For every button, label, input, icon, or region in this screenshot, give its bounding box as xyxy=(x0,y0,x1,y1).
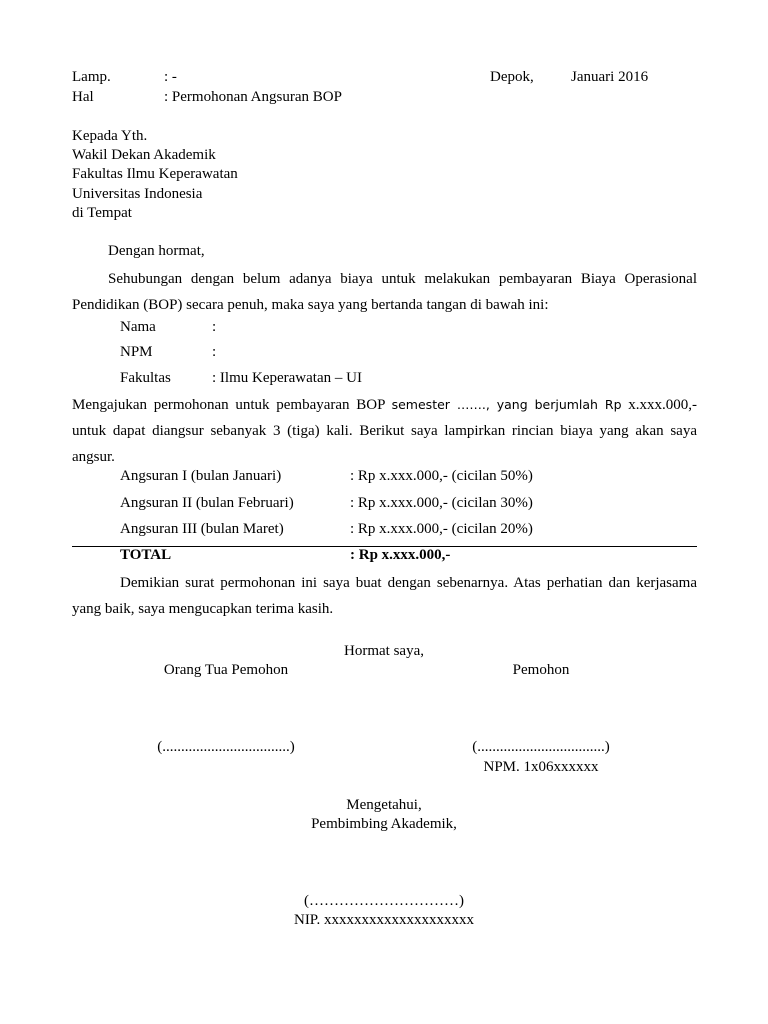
parent-signature-label: Orang Tua Pemohon xyxy=(163,662,289,678)
lamp-value: : - xyxy=(164,69,177,85)
acknowledgement: Mengetahui, xyxy=(346,797,422,813)
recipient-line-1: Kepada Yth. xyxy=(72,128,148,144)
advisor-signature-blank: (…………………………) xyxy=(304,893,464,909)
intro-paragraph: Sehubungan dengan belum adanya biaya untuk melakukan pembayaran Biaya Operasional Pendidikan (BOP) secara penuh, maka saya yang bertanda tangan di bawah ini: xyxy=(72,271,697,313)
field-name-value: : xyxy=(212,319,217,335)
field-npm-label: NPM xyxy=(120,344,153,360)
total-value: : Rp x.xxx.000,- xyxy=(350,547,451,563)
installment-2-value: : Rp x.xxx.000,- (cicilan 30%) xyxy=(350,495,533,511)
recipient-line-4: Universitas Indonesia xyxy=(72,186,203,202)
installment-3-label: Angsuran III (bulan Maret) xyxy=(120,521,284,537)
recipient-line-5: di Tempat xyxy=(72,205,132,221)
request-text-part-2: semester ……., yang berjumlah Rp xyxy=(391,397,622,412)
request-text-part-3: x.xxx.000,- untuk dapat diangsur sebanyak 3 (tiga) kali. Berikut saya lampirkan rincian biaya yang akan saya angsur. xyxy=(72,397,698,465)
total-label: TOTAL xyxy=(120,547,172,563)
installment-3-value: : Rp x.xxx.000,- (cicilan 20%) xyxy=(350,521,533,537)
lamp-label: Lamp. xyxy=(72,69,111,85)
installment-2-label: Angsuran II (bulan Februari) xyxy=(120,495,294,511)
subject-value: : Permohonan Angsuran BOP xyxy=(164,89,342,105)
subject-label: Hal xyxy=(72,89,94,105)
recipient-line-3: Fakultas Ilmu Keperawatan xyxy=(72,166,238,182)
greeting: Dengan hormat, xyxy=(108,243,205,259)
closing-paragraph: Demikian surat permohonan ini saya buat dengan sebenarnya. Atas perhatian dan kerjasama yang baik, saya mengucapkan terima kasih. xyxy=(72,575,697,617)
request-paragraph xyxy=(72,392,697,470)
letter-date: Januari 2016 xyxy=(571,69,649,85)
field-name-label: Nama xyxy=(120,319,156,335)
letter-city: Depok, xyxy=(490,69,534,85)
applicant-signature-label: Pemohon xyxy=(512,662,570,678)
parent-signature-blank: (..................................) xyxy=(157,739,295,755)
installment-1-value: : Rp x.xxx.000,- (cicilan 50%) xyxy=(350,468,533,484)
field-npm-value: : xyxy=(212,344,217,360)
recipient-line-2: Wakil Dekan Akademik xyxy=(72,147,216,163)
applicant-npm: NPM. 1x06xxxxxx xyxy=(483,759,599,775)
installment-1-label: Angsuran I (bulan Januari) xyxy=(120,468,282,484)
applicant-signature-blank: (..................................) xyxy=(472,739,610,755)
field-faculty-label: Fakultas xyxy=(120,370,171,386)
regards: Hormat saya, xyxy=(344,643,424,659)
request-text-part-1: Mengajukan permohonan untuk pembayaran BOP xyxy=(72,397,385,413)
field-faculty-value: : Ilmu Keperawatan – UI xyxy=(212,370,362,386)
advisor-label: Pembimbing Akademik, xyxy=(311,816,457,832)
advisor-nip: NIP. xxxxxxxxxxxxxxxxxxxx xyxy=(293,912,474,928)
